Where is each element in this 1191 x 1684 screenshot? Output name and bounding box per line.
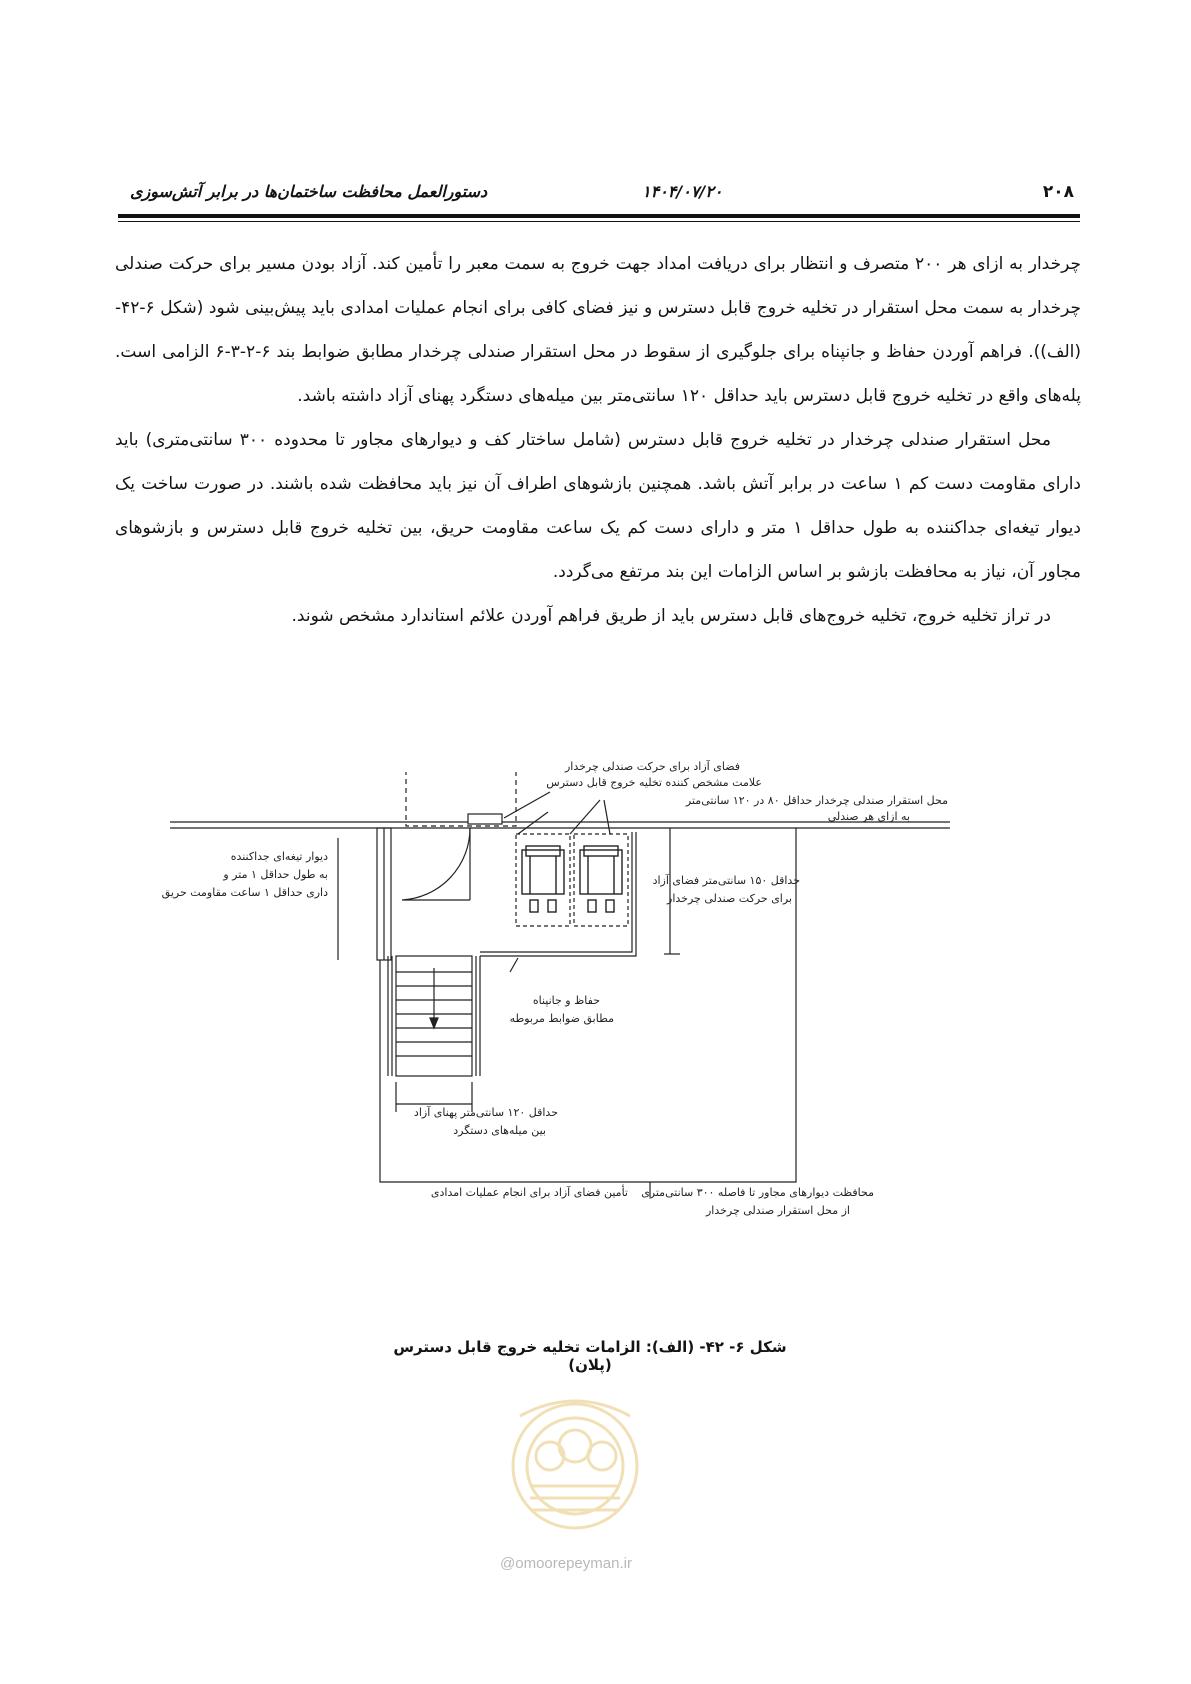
label-rescue-space: تأمین فضای آزاد برای انجام عملیات امدادی (430, 1186, 628, 1199)
paragraph: چرخدار به ازای هر ۲۰۰ متصرف و انتظار برای دریافت امداد جهت خروج به سمت معبر را تأمین کند. آزاد بودن مسیر برای حرکت صندلی چرخدار به سمت محل استقرار در تخلیه خروج قابل دسترس و نیز فضای کافی برای انجام عملیات امدادی باید پیش‌بینی شود (شکل ۶-۴۲- (الف)). فراهم آوردن حفاظ و جانپناه برای جلوگیری از سقوط در محل استقرار صندلی چرخدار مطابق ضوابط بند ۶-۲-۳-۶ الزامی است. پله‌های واقع در تخلیه خروج قابل دسترس باید حداقل ۱۲۰ سانتی‌متر بین میله‌های دستگرد پهنای آزاد داشته باشد. (115, 254, 1082, 406)
label-free-space: فضای آزاد برای حرکت صندلی چرخدار (564, 760, 740, 773)
label-wheelchair-spot: محل استقرار صندلی چرخدار حداقل ۸۰ در ۱۲۰ سانتی‌متر (685, 794, 948, 807)
paragraph: محل استقرار صندلی چرخدار در تخلیه خروج قابل دسترس (شامل ساختار کف و دیوارهای مجاور تا محدوده ۳۰۰ سانتی‌متری) باید دارای مقاومت دست کم ۱ ساعت در برابر آتش باشد. همچنین بازشوهای اطراف آن نیز باید محافظت شده باشند. در صورت ساخت یک دیوار تیغه‌ای جداکننده به طول حداقل ۱ متر و دارای دست کم یک ساعت مقاومت حریق، بین تخلیه خروج قابل دسترس و بازشوهای مجاور آن، نیاز به محافظت بازشو بر اساس الزامات این بند مرتفع می‌گردد. (115, 430, 1081, 582)
label-partition-3: داری حداقل ۱ ساعت مقاومت حریق (161, 886, 328, 899)
body-text (115, 242, 1081, 638)
label-adjacent-walls: محافظت دیوارهای مجاور تا فاصله ۳۰۰ سانتی‌متری (641, 1186, 874, 1199)
label-wheelchair-spot-2: به ازای هر صندلی (827, 810, 910, 823)
paragraph: در تراز تخلیه خروج، تخلیه خروج‌های قابل دسترس باید از طریق فراهم آوردن علائم استاندارد مشخص شوند. (291, 606, 1051, 626)
label-guard-2: مطابق ضوابط مربوطه (509, 1012, 614, 1025)
label-clearance-2: برای حرکت صندلی چرخدار (667, 892, 792, 905)
figure-caption: شکل ۶- ۴۲- (الف): الزامات تخلیه خروج قابل دسترس (پلان) (393, 1338, 787, 1374)
header-rule-thin (118, 221, 1080, 222)
label-partition: دیوار تیغه‌ای جداکننده (230, 850, 328, 863)
page-number: ۲۰۸ (1042, 182, 1074, 202)
label-adjacent-walls-2: از محل استقرار صندلی چرخدار (705, 1204, 850, 1217)
header-rule (118, 214, 1080, 218)
plan-figure (161, 760, 950, 1302)
label-stair-width-2: بین میله‌های دستگرد (453, 1124, 546, 1137)
label-exit-sign: علامت مشخص کننده تخلیه خروج قابل دسترس (546, 776, 762, 789)
label-stair-width: حداقل ۱۲۰ سانتی‌متر پهنای آزاد (413, 1106, 558, 1119)
label-partition-2: به طول حداقل ۱ متر و (223, 868, 328, 881)
book-title: دستورالعمل محافظت ساختمان‌ها در برابر آتش‌سوزی (130, 182, 488, 201)
watermark-logo (490, 1376, 660, 1546)
label-guard: حفاظ و جانپناه (532, 994, 600, 1007)
page-header (120, 176, 1080, 206)
header-date: ۱۴۰۴/۰۷/۲۰ (642, 182, 723, 201)
watermark-url: @omoorepeyman.ir (500, 1555, 632, 1572)
label-clearance: حداقل ۱۵۰ سانتی‌متر فضای آزاد (652, 874, 800, 887)
